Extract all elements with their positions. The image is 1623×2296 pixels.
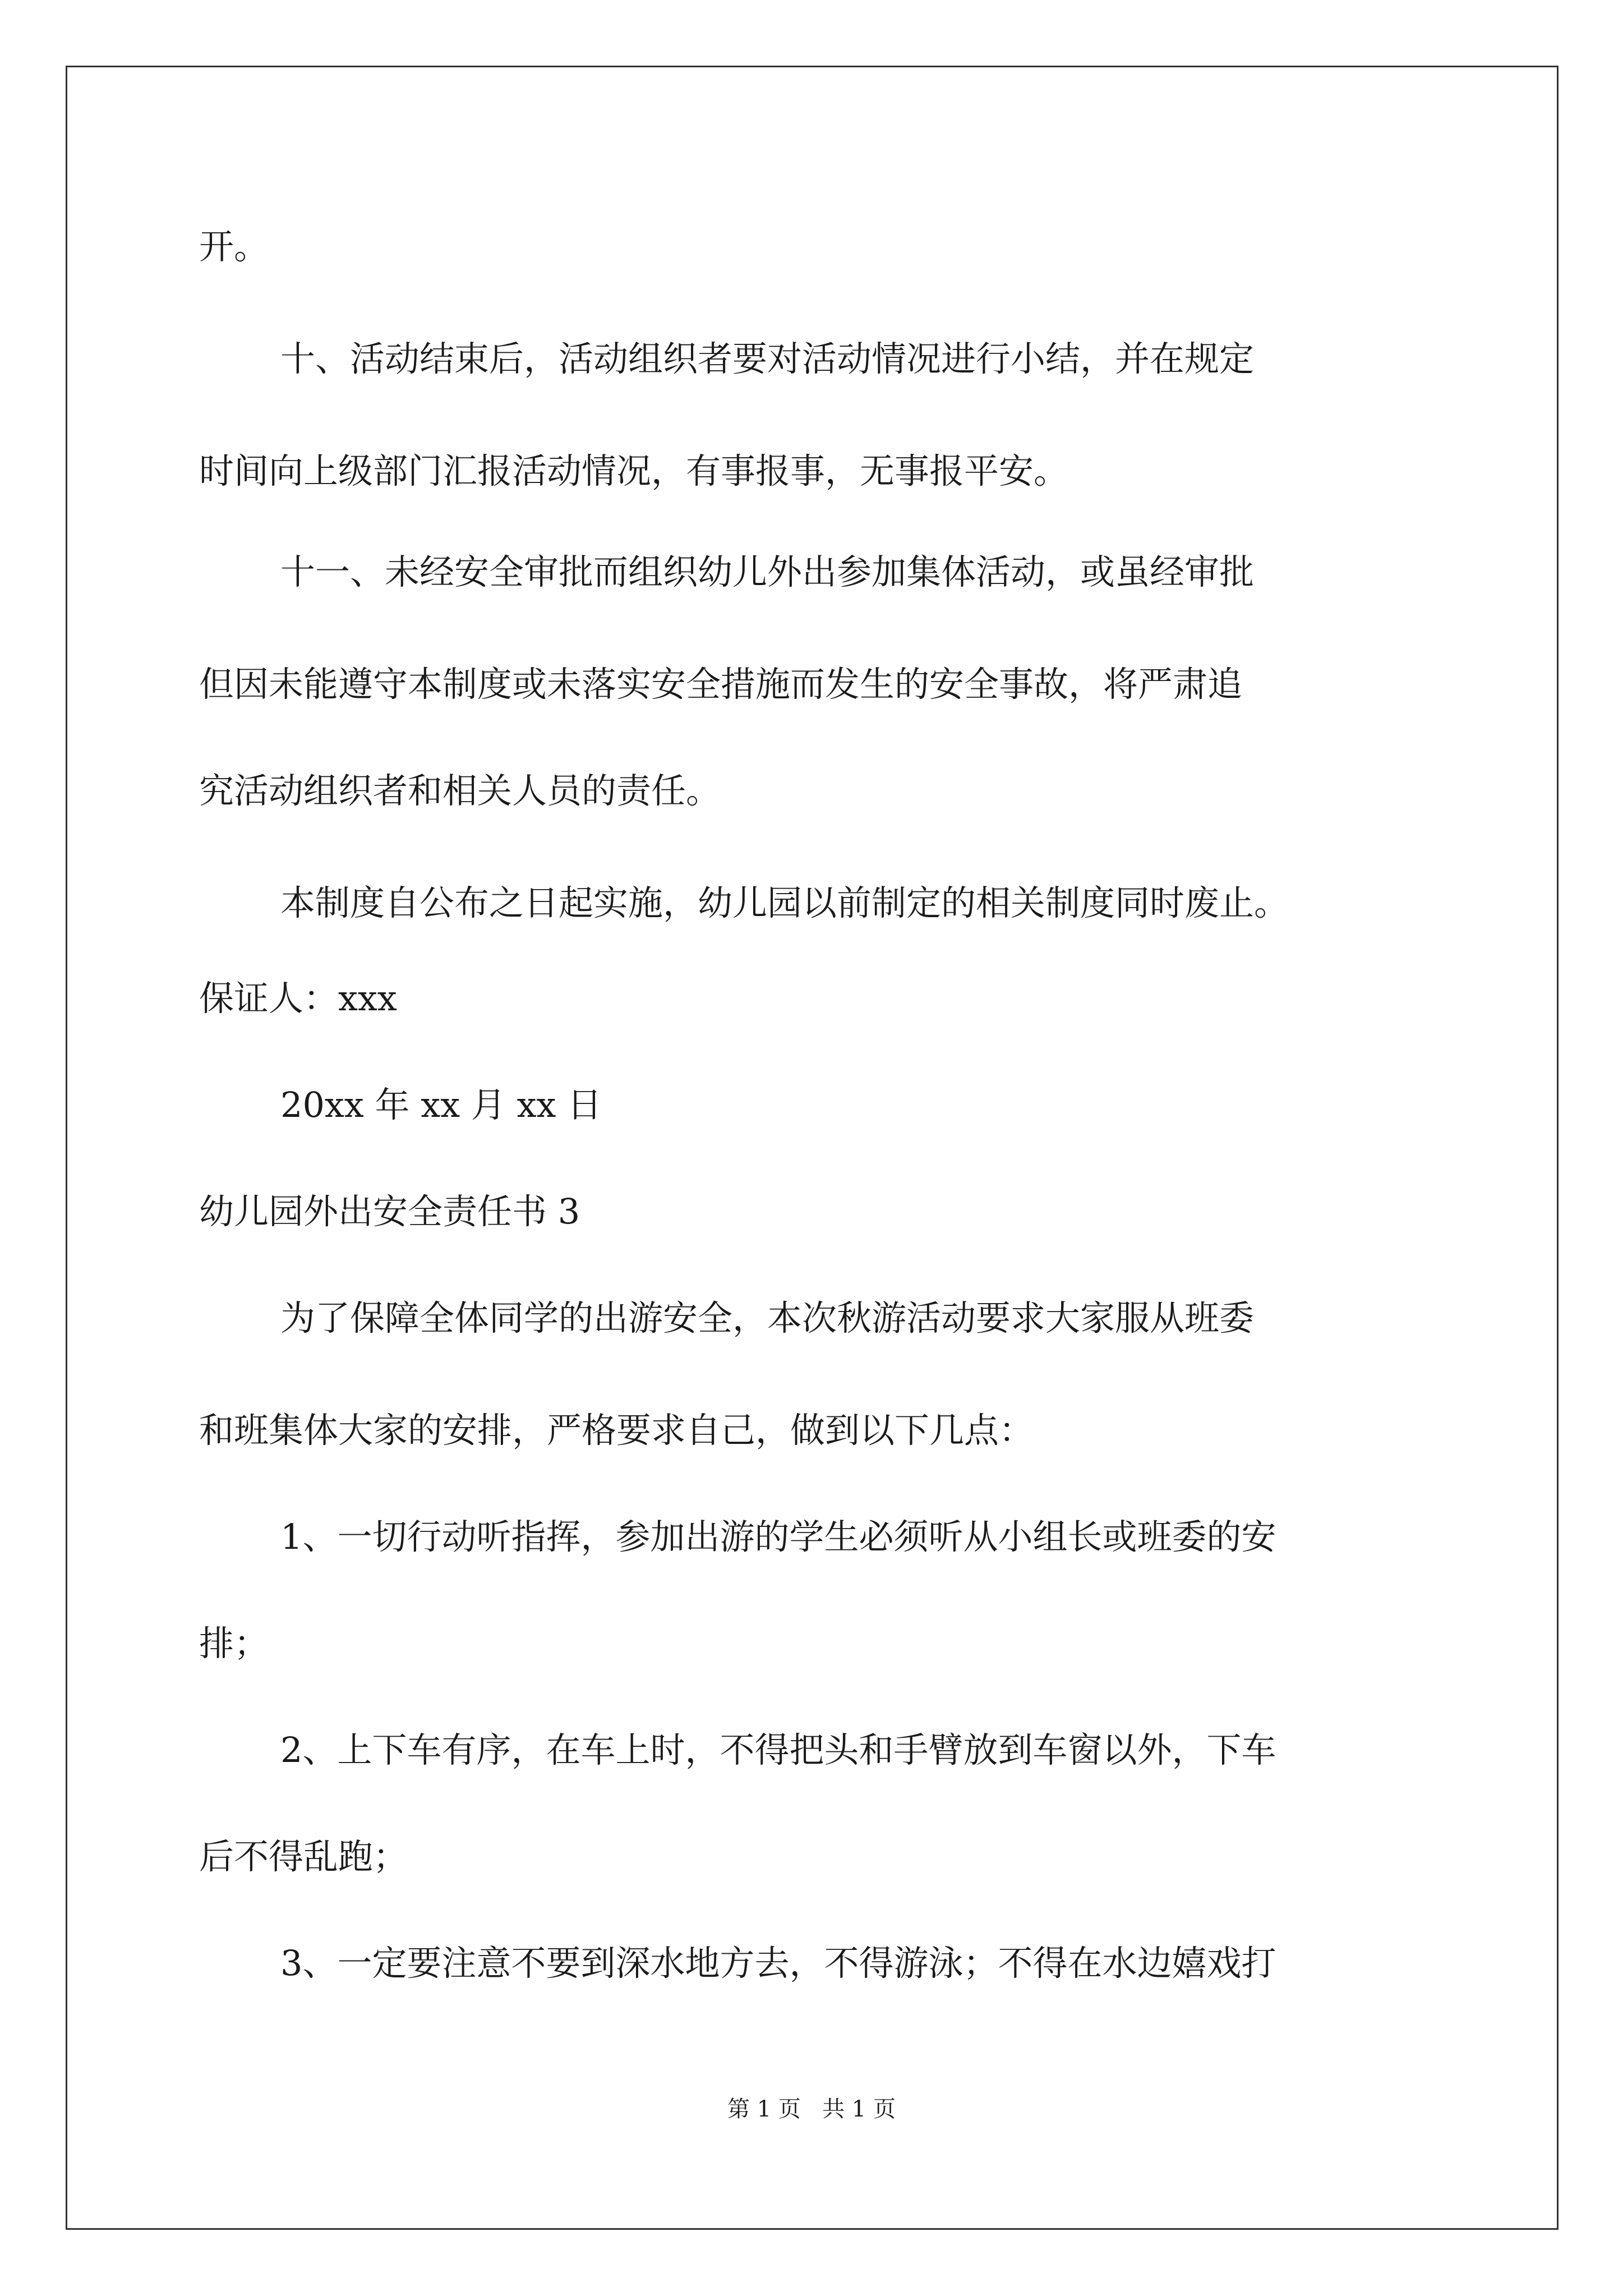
paragraph-line: 究活动组织者和相关人员的责任。 bbox=[199, 770, 721, 811]
list-item-line: 3、一定要注意不要到深水地方去，不得游泳；不得在水边嬉戏打 bbox=[280, 1943, 1276, 1984]
paragraph-line: 本制度自公布之日起实施，幼儿园以前制定的相关制度同时废止。 bbox=[280, 882, 1289, 923]
paragraph-line: 和班集体大家的安排，严格要求自己，做到以下几点： bbox=[199, 1410, 1034, 1451]
paragraph-line: 十一、未经安全审批而组织幼儿外出参加集体活动，或虽经审批 bbox=[280, 551, 1255, 592]
section-title: 幼儿园外出安全责任书 3 bbox=[199, 1191, 580, 1232]
list-item-line: 后不得乱跑； bbox=[199, 1836, 408, 1877]
list-item-line: 排； bbox=[199, 1623, 269, 1664]
paragraph-line: 时间向上级部门汇报活动情况，有事报事，无事报平安。 bbox=[199, 450, 1069, 491]
date-line: 20xx 年 xx 月 xx 日 bbox=[280, 1084, 602, 1125]
page-footer: 第 1 页 共 1 页 bbox=[727, 2096, 896, 2122]
paragraph-line: 十、活动结束后，活动组织者要对活动情况进行小结，并在规定 bbox=[280, 338, 1255, 379]
list-item-line: 2、上下车有序，在车上时，不得把头和手臂放到车窗以外，下车 bbox=[280, 1729, 1276, 1770]
page-border bbox=[66, 66, 1559, 2230]
list-item-line: 1、一切行动听指挥，参加出游的学生必须听从小组长或班委的安 bbox=[280, 1516, 1276, 1557]
paragraph-line: 为了保障全体同学的出游安全，本次秋游活动要求大家服从班委 bbox=[280, 1297, 1255, 1338]
paragraph-line: 开。 bbox=[199, 226, 269, 267]
guarantor-line: 保证人：xxx bbox=[199, 978, 397, 1019]
paragraph-line: 但因未能遵守本制度或未落实安全措施而发生的安全事故，将严肃追 bbox=[199, 664, 1243, 705]
